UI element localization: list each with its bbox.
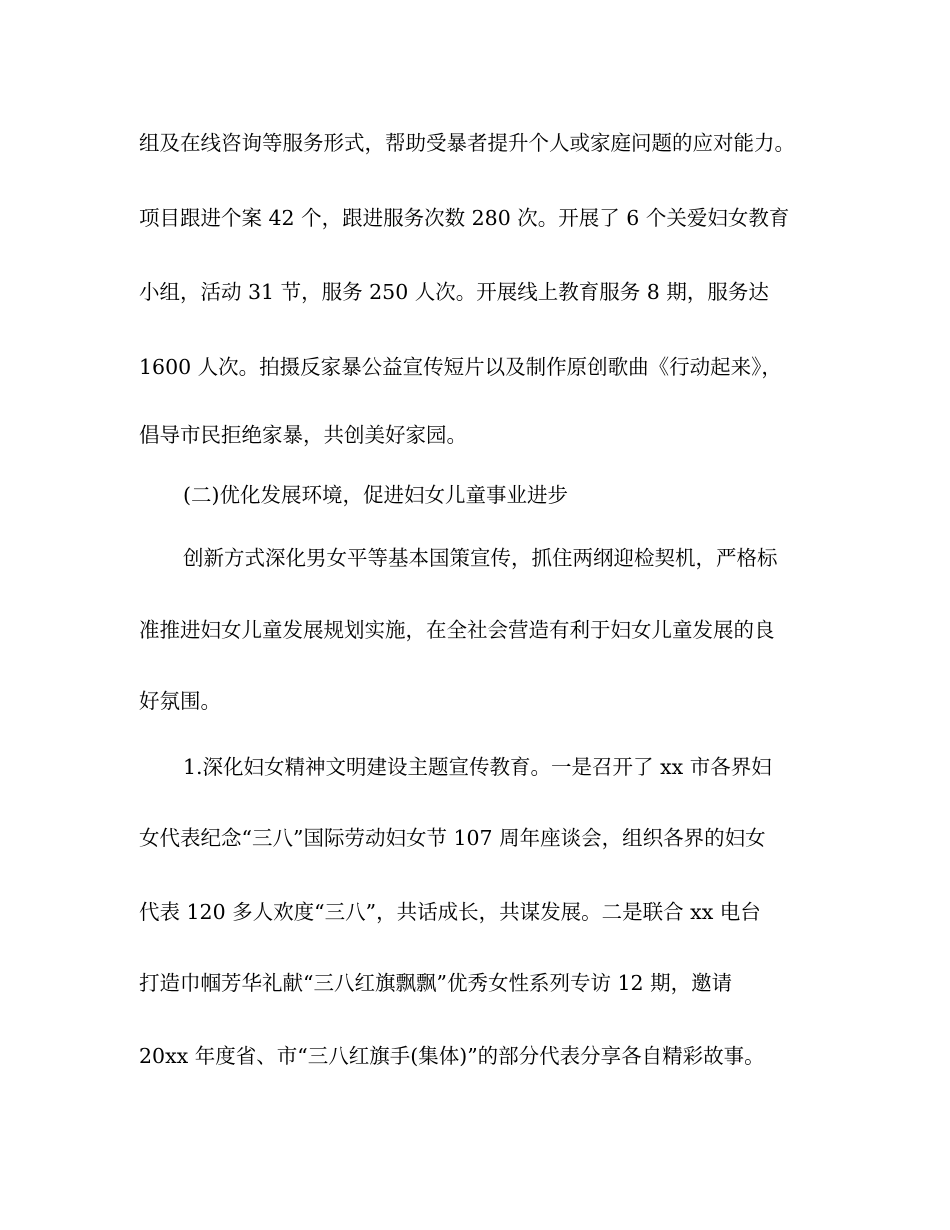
body-text-line: 代表 120 多人欢度“三八”，共话成长，共谋发展。二是联合 xx 电台 [139, 900, 761, 924]
body-text-line: 创新方式深化男女平等基本国策宣传，抓住两纲迎检契机，严格标 [183, 546, 778, 570]
body-text-line: 小组，活动 31 节，服务 250 人次。开展线上教育服务 8 期，服务达 [139, 280, 769, 304]
body-text-line: 组及在线咨询等服务形式，帮助受暴者提升个人或家庭问题的应对能力。 [139, 131, 795, 155]
body-text-line: 20xx 年度省、市“三八红旗手(集体)”的部分代表分享各自精彩故事。 [139, 1044, 765, 1068]
body-text-line: 项目跟进个案 42 个，跟进服务次数 280 次。开展了 6 个关爱妇女教育 [139, 206, 790, 230]
body-text-line: 准推进妇女儿童发展规划实施，在全社会营造有利于妇女儿童发展的良 [139, 618, 775, 642]
body-text-line: 1600 人次。拍摄反家暴公益宣传短片以及制作原创歌曲《行动起来》， [139, 355, 782, 379]
section-heading: (二)优化发展环境，促进妇女儿童事业进步 [183, 483, 568, 507]
body-text-line: 女代表纪念“三八”国际劳动妇女节 107 周年座谈会，组织各界的妇女 [139, 826, 766, 850]
body-text-line: 1.深化妇女精神文明建设主题宣传教育。一是召开了 xx 市各界妇 [183, 755, 772, 779]
body-text-line: 好氛围。 [139, 689, 221, 713]
body-text-line: 倡导市民拒绝家暴，共创美好家园。 [139, 423, 467, 447]
body-text-line: 打造巾帼芳华礼献“三八红旗飘飘”优秀女性系列专访 12 期，邀请 [139, 971, 733, 995]
